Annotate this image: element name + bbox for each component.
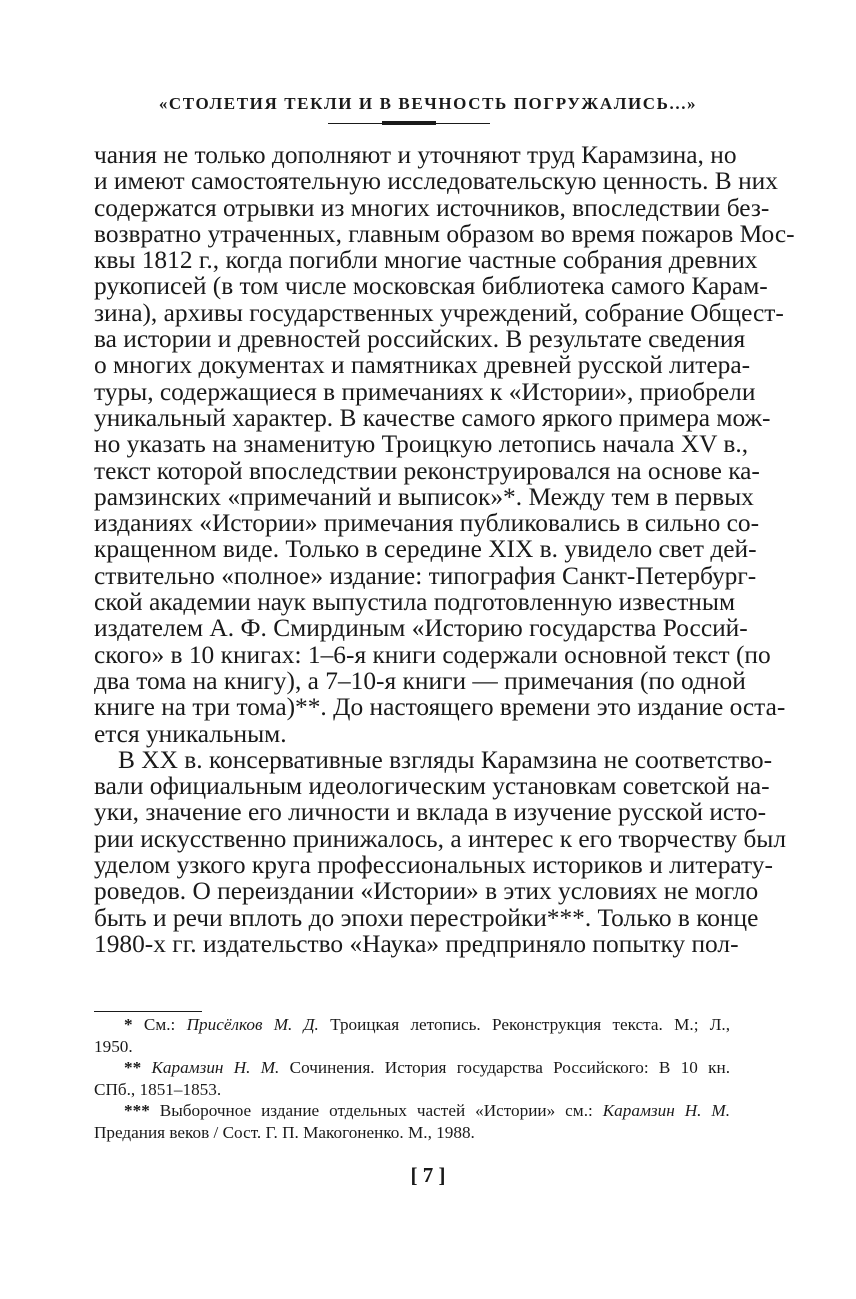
text-line: ется уникальным. — [94, 719, 287, 748]
text-line: но указать на знаменитую Троицкую летопись начала XV в., — [94, 430, 749, 459]
footnote-1-line-2: 1950. — [94, 1036, 133, 1056]
text-line: чания не только дополняют и уточняют труд Карамзина, но — [94, 141, 737, 169]
text-line: квы 1812 г., когда погибли многие частные собрания древних — [94, 246, 758, 275]
footnote-text: Сочинения. История государства Российского: В 10 кн. — [289, 1058, 730, 1077]
text-line: ва истории и древностей российских. В результате сведения — [94, 325, 746, 354]
text-line: книге на три тома)**. До настоящего времени это издание оста- — [94, 693, 786, 722]
text-line: о многих документах и памятниках древней русской литера- — [94, 351, 751, 380]
footnote-3-line-1 — [94, 1100, 730, 1122]
text-line: текст которой впоследствии реконструировался на основе ка- — [94, 456, 760, 485]
text-line: ствительно «полное» издание: типография Санкт-Петербург- — [94, 561, 757, 590]
text-line: вали официальным идеологическим установкам советской на- — [94, 772, 770, 801]
page-number: [ 7 ] — [410, 1163, 446, 1187]
text-line: уделом узкого круга профессиональных историков и литерату- — [94, 851, 773, 880]
text-line: и имеют самостоятельную исследовательскую ценность. В них — [94, 167, 778, 196]
text-line: рии искусственно принижалось, а интерес к его творчеству был — [94, 824, 787, 853]
text-line: зина), архивы государственных учреждений, собрание Общест- — [94, 298, 784, 327]
footnote-prefix: См.: — [143, 1015, 176, 1034]
footnote-3-line-2: Предания веков / Сост. Г. П. Макогоненко. М., 1988. — [94, 1122, 475, 1142]
text-line: уки, значение его личности и вклада в изучение русской исто- — [94, 798, 767, 827]
text-line: 1980-х гг. издательство «Наука» предприняло попытку пол- — [94, 929, 739, 958]
footnote-author: Карамзин Н. М. — [602, 1101, 731, 1120]
text-line: два тома на книгу), а 7–10-я книги — примечания (по одной — [94, 666, 746, 695]
footnote-2-line-1 — [94, 1057, 730, 1079]
text-line: возвратно утраченных, главным образом во время пожаров Мос- — [94, 219, 795, 248]
text-line: ского» в 10 книгах: 1–6-я книги содержали основной текст (по — [94, 640, 771, 669]
text-line: издателем А. Ф. Смирдиным «Историю государства Россий- — [94, 614, 748, 643]
footnote-1-line-1 — [94, 1014, 730, 1036]
footnote-author: Присёлков М. Д. — [186, 1015, 319, 1034]
text-line: уникальный характер. В качестве самого яркого примера мож- — [94, 403, 771, 432]
text-line: туры, содержащиеся в примечаниях к «Истории», приобрели — [94, 377, 756, 406]
text-line: содержатся отрывки из многих источников, впоследствии без- — [94, 193, 770, 222]
running-head-rule-accent — [382, 121, 436, 125]
text-line: изданиях «Истории» примечания публиковались в сильно со- — [94, 509, 760, 538]
text-line: роведов. О переиздании «Истории» в этих условиях не могло — [94, 877, 759, 906]
text-line: рамзинских «примечаний и выписок»*. Между тем в первых — [94, 482, 754, 511]
text-line: кращенном виде. Только в середине XIX в. увидело свет дей- — [94, 535, 757, 564]
text-line: В XX в. консервативные взгляды Карамзина не соответство- — [118, 745, 773, 774]
footnote-author: Карамзин Н. М. — [151, 1058, 280, 1077]
footnote-mark: * — [124, 1015, 133, 1034]
footnotes — [94, 1014, 730, 1143]
footnote-mark: *** — [124, 1101, 150, 1120]
body-text — [94, 141, 795, 958]
running-head: «СТОЛЕТИЯ ТЕКЛИ И В ВЕЧНОСТЬ ПОГРУЖАЛИСЬ...» — [158, 94, 698, 113]
footnote-rule — [94, 1011, 202, 1012]
footnote-2-line-2: СПб., 1851–1853. — [94, 1079, 222, 1099]
text-line: ской академии наук выпустила подготовленную известным — [94, 588, 736, 617]
footnote-prefix: Выборочное издание отдельных частей «Истории» см.: — [159, 1101, 593, 1120]
text-line: рукописей (в том числе московская библиотека самого Карам- — [94, 272, 768, 301]
text-line: быть и речи вплоть до эпохи перестройки***. Только в конце — [94, 903, 759, 932]
footnote-mark: ** — [124, 1058, 142, 1077]
footnote-text: Троицкая летопись. Реконструкция текста. М.; Л., — [330, 1015, 731, 1034]
